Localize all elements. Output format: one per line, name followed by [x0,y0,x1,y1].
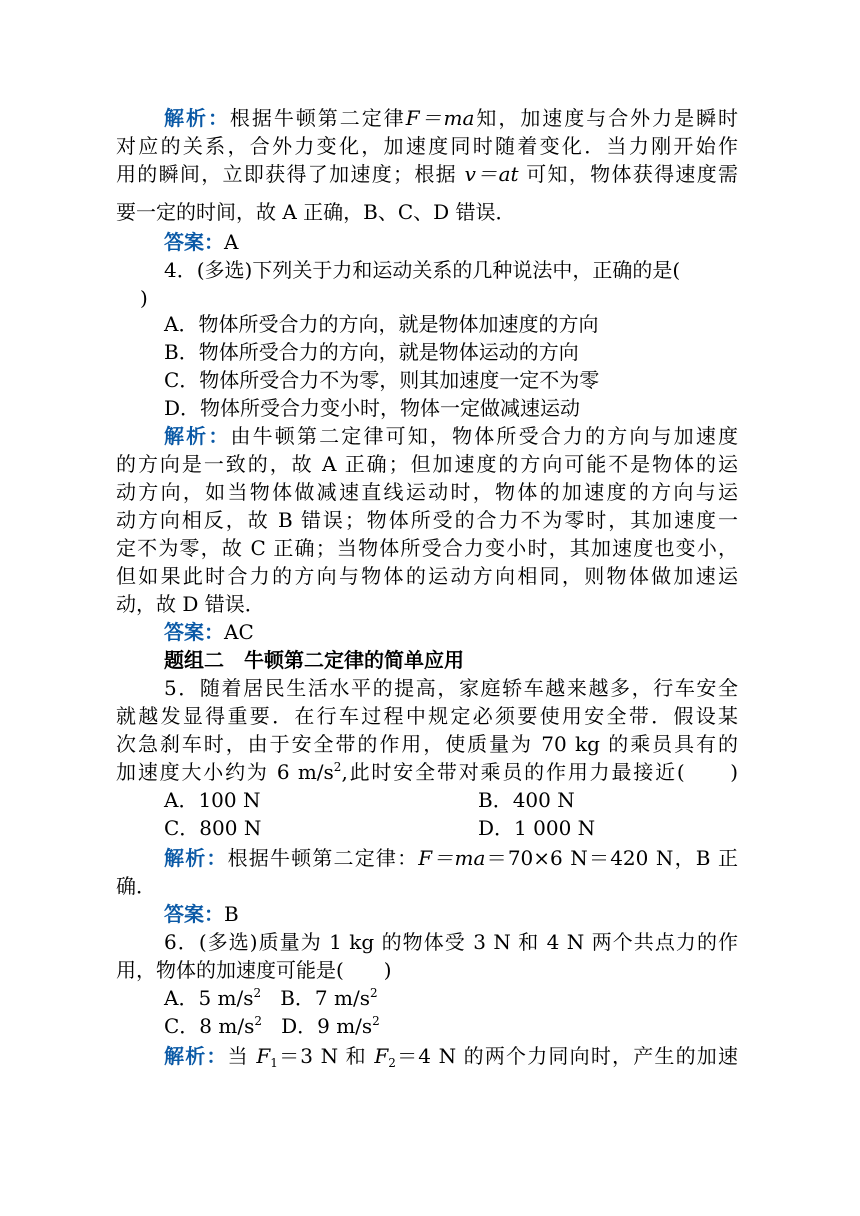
q5-options-row-2 [164,814,738,842]
q4-answer [164,618,738,646]
formula: F＝ma [405,106,475,130]
q5-stem-line-2: 就越发显得重要．在行车过程中规定必须要使用安全带．假设某 [116,704,738,728]
q4-analysis-line-6: 但如果此时合力的方向与物体的运动方向相同，则物体做加速运 [116,564,738,588]
q4-option-b: B．物体所受合力的方向，就是物体运动的方向 [164,340,579,364]
q4-analysis-line-2: 的方向是一致的，故 A 正确；但加速度的方向可能不是物体的运 [116,452,738,476]
q5-option-c: C．800 N [164,816,262,840]
answer-label: 答案： [164,230,224,254]
formula: v＝at [464,162,519,186]
q5-stem-line-1: 5．随着居民生活水平的提高，家庭轿车越来越多，行车安全 [164,676,738,700]
q5-answer [164,900,738,928]
analysis-label: 解析： [164,846,228,870]
q6-option-c: C．8 $m/s^2$ [164,1014,262,1038]
q4-option-a: A．物体所受合力的方向，就是物体加速度的方向 [164,312,599,336]
q4-analysis-line-7: 动，故 D 错误． [116,592,265,616]
q3-answer [164,228,738,256]
answer-value: B [224,902,239,926]
q3-analysis-line-3: 用的瞬间，立即获得了加速度；根据 v＝at 可知，物体获得速度需 [116,162,739,186]
analysis-label: 解析： [164,106,230,130]
q5-analysis-line-2: 确． [116,874,156,898]
analysis-label: 解析： [164,1044,228,1068]
answer-label: 答案： [164,902,224,926]
q3-analysis-line-4: 要一定的时间，故 A 正确，B、C、D 错误． [116,200,516,224]
q6-option-b: B．7 $m/s^2$ [280,986,378,1010]
answer-value: A [224,230,239,254]
q6-options-row-2 [164,1012,738,1040]
q4-stem-line-1: 4．(多选)下列关于力和运动关系的几种说法中，正确的是( [164,258,681,282]
q5-analysis-line-1: 解析：根据牛顿第二定律：F＝ma＝70×6 N＝420 N，B 正 [164,846,739,870]
q3-analysis-line-1: 解析：根据牛顿第二定律F＝ma知，加速度与合外力是瞬时 [164,106,739,130]
q4-analysis-line-4: 动方向相反，故 B 错误；物体所受的合力不为零时，其加速度一 [116,508,738,532]
q6-option-d: D．9 $m/s^2$ [281,1014,380,1038]
q3-analysis-line-2: 对应的关系，合外力变化，加速度同时随着变化．当力刚开始作 [116,134,738,158]
q6-options-row-1 [164,984,738,1012]
q5-option-b: B．400 N [478,788,575,812]
section-heading: 题组二 牛顿第二定律的简单应用 [164,648,464,672]
q5-stem-line-4: 加速度大小约为 6 $m/s^2$,此时安全带对乘员的作用力最接近( ) [116,760,738,784]
q5-options-row-1 [164,786,738,814]
q5-stem-line-3: 次急刹车时，由于安全带的作用，使质量为 70 kg 的乘员具有的 [116,732,738,756]
q4-analysis-line-5: 定不为零，故 C 正确；当物体所受合力变小时，其加速度也变小， [116,536,738,560]
q4-analysis-line-1: 解析：由牛顿第二定律可知，物体所受合力的方向与加速度 [164,424,739,448]
formula: F＝ma [418,846,486,870]
q4-stem-line-2: ) [140,286,148,310]
q5-option-d: D．1 000 N [478,816,596,840]
q6-analysis-line-1: 解析：当 $F_1=3$ N 和 $F_2=4$ N 的两个力同向时，产生的加速 [164,1044,739,1070]
answer-label: 答案： [164,620,224,644]
q6-option-a: A．5 $m/s^2$ [164,986,262,1010]
q6-stem-line-2: 用，物体的加速度可能是( ) [116,958,392,982]
q4-option-d: D．物体所受合力变小时，物体一定做减速运动 [164,396,581,420]
answer-value: AC [224,620,254,644]
q4-analysis-line-3: 动方向，如当物体做减速直线运动时，物体的加速度的方向与运 [116,480,738,504]
q5-option-a: A．100 N [164,788,261,812]
analysis-label: 解析： [164,424,231,448]
q4-option-c: C．物体所受合力不为零，则其加速度一定不为零 [164,368,600,392]
q6-stem-line-1: 6．(多选)质量为 1 kg 的物体受 3 N 和 4 N 两个共点力的作 [164,930,738,954]
